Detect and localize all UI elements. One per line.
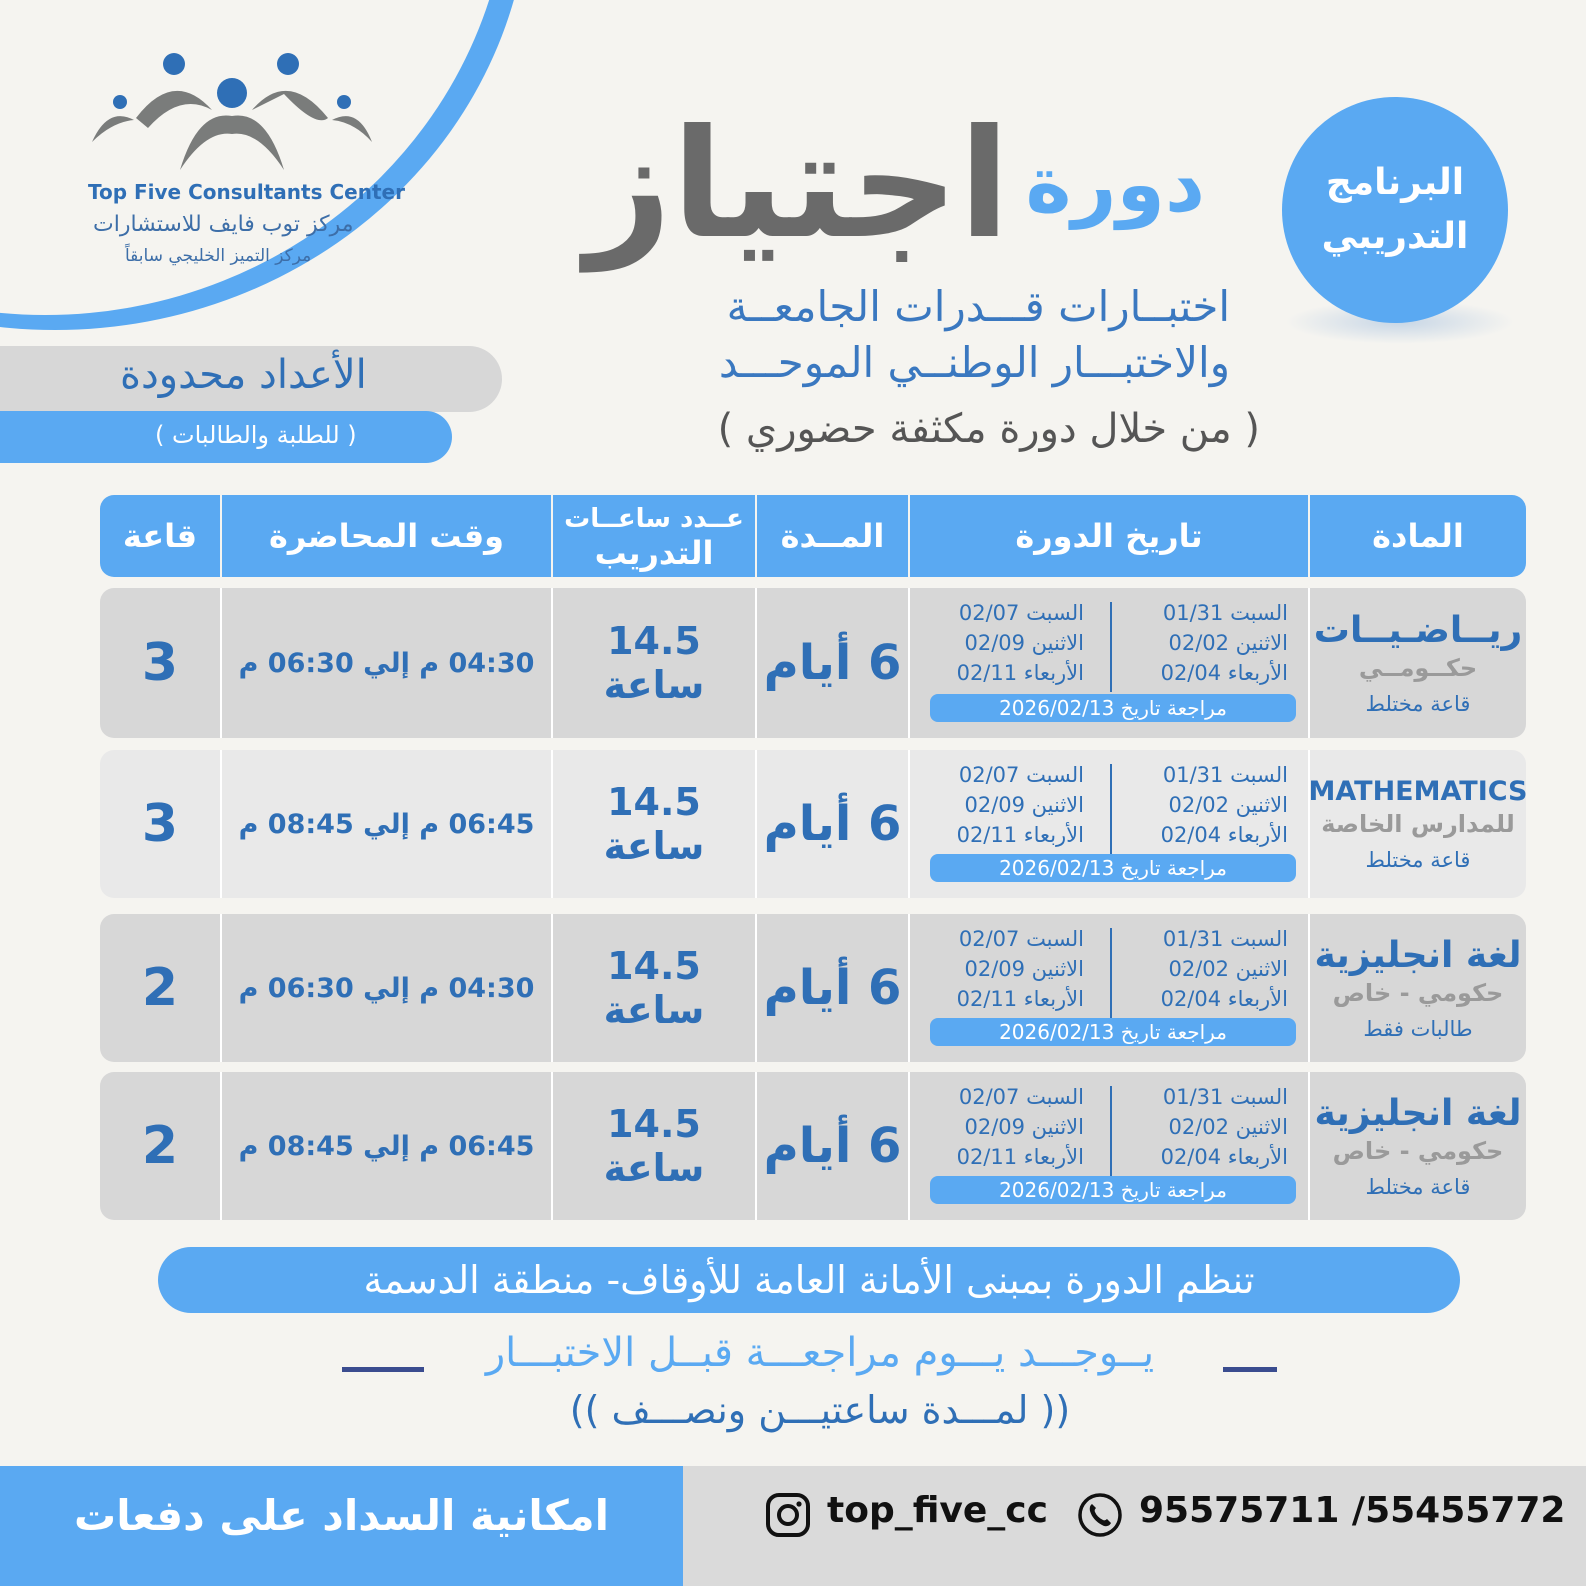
lecture-time-cell: 04:30 م إلي 06:30 م xyxy=(238,972,535,1004)
table-row xyxy=(100,914,1526,1062)
date-item: الاثنين 02/02 xyxy=(1168,957,1288,981)
date-item: الاثنين 02/09 xyxy=(964,957,1084,981)
subject-cell xyxy=(1310,750,1526,898)
hall-number-cell: 3 xyxy=(141,633,179,693)
header-training-hours-line2: التدريب xyxy=(594,534,714,572)
dash-left xyxy=(342,1367,424,1372)
phone-icon xyxy=(1077,1492,1123,1538)
subject-type: حكومي - خاص xyxy=(1332,979,1504,1008)
date-item: الاثنين 02/02 xyxy=(1168,631,1288,655)
review-date-badge: مراجعة تاريخ 2026/02/13 xyxy=(930,854,1296,882)
date-item: السبت 01/31 xyxy=(1162,601,1288,625)
phone-numbers[interactable]: 95575711 /55455772 xyxy=(1139,1490,1566,1531)
dates-separator xyxy=(1110,1086,1112,1176)
date-item: الاثنين 02/02 xyxy=(1168,793,1288,817)
review-day-text: يــوجـــد يـــوم مراجعـــة قبــل الاختبـــار xyxy=(485,1330,1155,1376)
review-date-badge: مراجعة تاريخ 2026/02/13 xyxy=(930,1018,1296,1046)
lecture-time-cell: 04:30 م إلي 06:30 م xyxy=(238,647,535,679)
date-item: الأربعاء 02/11 xyxy=(956,823,1084,847)
program-badge-line1: البرنامج xyxy=(1325,162,1465,203)
date-item: الأربعاء 02/04 xyxy=(1160,987,1288,1011)
review-duration-text: (( لمـــدة ساعتيـــن ونصـــف )) xyxy=(569,1388,1071,1432)
instagram-handle[interactable]: top_five_cc xyxy=(827,1490,1048,1531)
dates-separator xyxy=(1110,764,1112,854)
title-course-word: دورة xyxy=(1025,140,1205,230)
logo-people-icon xyxy=(88,50,378,180)
title-main-word: اجتياز xyxy=(585,98,1010,272)
subject-name: MATHEMATICS xyxy=(1308,776,1528,807)
dates-separator xyxy=(1110,928,1112,1018)
subject-cell xyxy=(1310,914,1526,1062)
date-item: السبت 02/07 xyxy=(958,601,1084,625)
dates-first-week xyxy=(1124,924,1288,1014)
subject-name: لغة انجليزية xyxy=(1314,935,1522,977)
duration-cell: 6 أيام xyxy=(763,635,902,691)
subject-hall-type: قاعة مختلط xyxy=(1365,692,1471,717)
dates-second-week xyxy=(926,924,1084,1014)
program-badge-line2: التدريبي xyxy=(1321,216,1469,257)
date-item: السبت 02/07 xyxy=(958,1085,1084,1109)
training-hours-cell: 14.5 ساعة xyxy=(603,619,705,707)
header-subject: المادة xyxy=(1310,495,1526,577)
date-item: السبت 02/07 xyxy=(958,927,1084,951)
date-item: السبت 01/31 xyxy=(1162,927,1288,951)
subject-name: لغة انجليزية xyxy=(1314,1093,1522,1135)
dates-first-week xyxy=(1124,760,1288,850)
title-line3: ( من خلال دورة مكثفة حضوري ) xyxy=(717,406,1260,452)
column-divider xyxy=(908,914,910,1062)
subject-hall-type: قاعة مختلط xyxy=(1365,1175,1471,1200)
date-item: الأربعاء 02/11 xyxy=(956,661,1084,685)
subject-hall-type: طالبات فقط xyxy=(1363,1017,1473,1042)
header-lecture-time: وقت المحاضرة xyxy=(222,495,551,577)
header-training-hours xyxy=(553,495,755,577)
logo-name-en: Top Five Consultants Center xyxy=(88,180,405,204)
subject-type: للمدارس الخاصة xyxy=(1321,809,1515,838)
subject-cell xyxy=(1310,1072,1526,1220)
header-course-date: تاريخ الدورة xyxy=(910,495,1308,577)
date-item: السبت 02/07 xyxy=(958,763,1084,787)
lecture-time-cell: 06:45 م إلي 08:45 م xyxy=(238,808,535,840)
date-item: الأربعاء 02/11 xyxy=(956,1145,1084,1169)
limited-seats-badge xyxy=(0,346,502,412)
logo-name-ar: مركز توب فايف للاستشارات xyxy=(93,212,354,237)
audience-badge xyxy=(0,411,452,463)
subject-name: ريــاضـيــات xyxy=(1313,610,1523,652)
header-training-hours-line1: عــدد ساعــات xyxy=(564,504,744,534)
table-row xyxy=(100,750,1526,898)
hall-number-cell: 2 xyxy=(141,958,179,1018)
subject-type: حكومي - خاص xyxy=(1332,1137,1504,1166)
date-item: الأربعاء 02/04 xyxy=(1160,661,1288,685)
dates-separator xyxy=(1110,602,1112,692)
subject-hall-type: قاعة مختلط xyxy=(1365,847,1471,872)
hall-number-cell: 3 xyxy=(141,794,179,854)
date-item: الأربعاء 02/04 xyxy=(1160,823,1288,847)
venue-banner: تنظم الدورة بمبنى الأمانة العامة للأوقاف- منطقة الدسمة xyxy=(158,1247,1460,1313)
header-duration: المــدة xyxy=(757,495,908,577)
date-item: الاثنين 02/02 xyxy=(1168,1115,1288,1139)
column-divider xyxy=(908,1072,910,1220)
dates-second-week xyxy=(926,1082,1084,1172)
program-badge xyxy=(1282,97,1508,323)
dates-first-week xyxy=(1124,598,1288,688)
date-item: الاثنين 02/09 xyxy=(964,793,1084,817)
date-item: السبت 01/31 xyxy=(1162,1085,1288,1109)
dash-right xyxy=(1223,1367,1277,1372)
logo-former-name: مركز التميز الخليجي سابقاً xyxy=(125,246,312,266)
duration-cell: 6 أيام xyxy=(763,796,902,852)
title-line1: اختبــارات قـــدرات الجامعــة xyxy=(726,282,1230,331)
column-divider xyxy=(908,750,910,898)
review-date-badge: مراجعة تاريخ 2026/02/13 xyxy=(930,1176,1296,1204)
training-hours-cell: 14.5 ساعة xyxy=(603,1102,705,1190)
review-date-badge: مراجعة تاريخ 2026/02/13 xyxy=(930,694,1296,722)
table-row xyxy=(100,588,1526,738)
lecture-time-cell: 06:45 م إلي 08:45 م xyxy=(238,1130,535,1162)
date-item: الأربعاء 02/04 xyxy=(1160,1145,1288,1169)
payment-banner: امكانية السداد على دفعات xyxy=(0,1466,683,1586)
date-item: الاثنين 02/09 xyxy=(964,1115,1084,1139)
hall-number-cell: 2 xyxy=(141,1116,179,1176)
dates-second-week xyxy=(926,760,1084,850)
date-item: السبت 01/31 xyxy=(1162,763,1288,787)
dates-first-week xyxy=(1124,1082,1288,1172)
training-hours-cell: 14.5 ساعة xyxy=(603,780,705,868)
instagram-icon xyxy=(765,1492,811,1538)
column-divider xyxy=(908,588,910,738)
header-hall: قاعة xyxy=(100,495,220,577)
audience-label: ( للطلبة والطالبات ) xyxy=(155,421,357,449)
table-row xyxy=(100,1072,1526,1220)
duration-cell: 6 أيام xyxy=(763,1118,902,1174)
subject-type: حكــومــي xyxy=(1358,654,1478,683)
title-line2: والاختبـــار الوطنــي الموحـــد xyxy=(718,338,1230,387)
contact-bar xyxy=(683,1466,1586,1586)
duration-cell: 6 أيام xyxy=(763,960,902,1016)
dates-second-week xyxy=(926,598,1084,688)
date-item: الاثنين 02/09 xyxy=(964,631,1084,655)
training-hours-cell: 14.5 ساعة xyxy=(603,944,705,1032)
limited-seats-label: الأعداد محدودة xyxy=(120,352,367,398)
date-item: الأربعاء 02/11 xyxy=(956,987,1084,1011)
subject-cell xyxy=(1310,588,1526,738)
